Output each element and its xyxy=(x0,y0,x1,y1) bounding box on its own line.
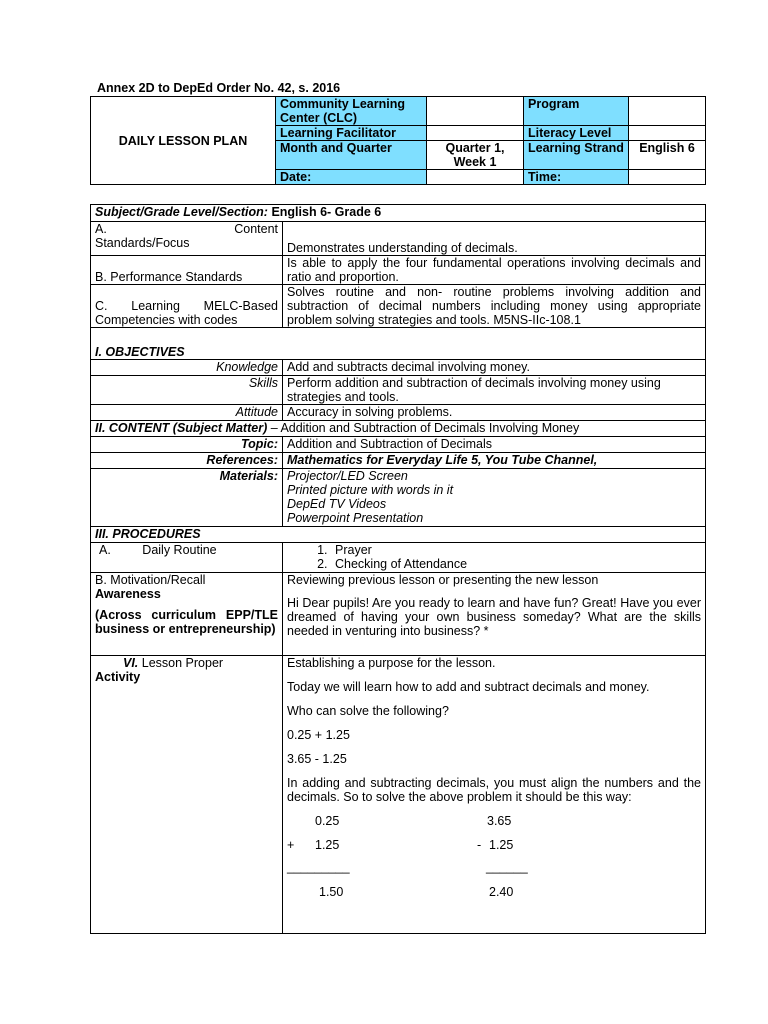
content-value: – Addition and Subtraction of Decimals Involving Money xyxy=(267,421,580,435)
literacy-label: Literacy Level xyxy=(524,126,629,141)
material-item: DepEd TV Videos xyxy=(287,497,387,511)
motivation-value-1: Reviewing previous lesson or presenting the new lesson xyxy=(287,573,599,587)
activity-4: 0.25 + 1.25 xyxy=(287,728,350,742)
subject-row xyxy=(91,205,706,222)
motivation-label-cell xyxy=(91,573,283,656)
activity-6: In adding and subtracting decimals, you must align the numbers and the decimals. So to solve the above problem it should be this way: xyxy=(287,776,701,804)
awareness-label: Awareness xyxy=(95,587,161,601)
perf-std-label: B. Performance Standards xyxy=(91,256,283,285)
math-a-op: + xyxy=(287,838,295,852)
knowledge-value: Add and subtracts decimal involving money. xyxy=(283,360,706,376)
topic-label: Topic: xyxy=(91,437,283,453)
routine-label-a: A. xyxy=(99,543,111,557)
activity-2: Today we will learn how to add and subtract decimals and money. xyxy=(287,680,650,694)
melc-value: Solves routine and non- routine problems involving addition and subtraction of decimal numbers including money using appropriate problem solving strategies and tools. M5NS-IIc-108.1 xyxy=(283,285,706,328)
facilitator-label: Learning Facilitator xyxy=(276,126,427,141)
motivation-label: B. Motivation/Recall xyxy=(95,573,206,587)
routine-list xyxy=(283,543,706,573)
math-b-res: 2.40 xyxy=(489,885,514,899)
lesson-table xyxy=(90,204,706,934)
procedures-heading: III. PROCEDURES xyxy=(91,527,706,543)
across-label: (Across curriculum EPP/TLE business or entrepreneurship) xyxy=(95,608,278,636)
strand-value: English 6 xyxy=(629,141,706,170)
skills-label: Skills xyxy=(91,376,283,405)
month-label: Month and Quarter xyxy=(276,141,427,170)
math-a-line: _________ xyxy=(287,860,350,874)
math-b2: 1.25 xyxy=(489,838,514,852)
program-value xyxy=(629,97,706,126)
program-label: Program xyxy=(524,97,629,126)
time-value xyxy=(629,170,706,185)
content-std-value: Demonstrates understanding of decimals. xyxy=(283,222,706,256)
motivation-value-2: Hi Dear pupils! Are you ready to learn and have fun? Great! Have you ever dreamed of having your own business someday? What are the skills needed in venturing into business? * xyxy=(287,596,701,638)
content-heading: II. CONTENT (Subject Matter) xyxy=(95,421,268,435)
math-example xyxy=(287,814,701,902)
math-a1: 0.25 xyxy=(315,814,340,828)
material-item: Powerpoint Presentation xyxy=(287,511,424,525)
perf-std-value: Is able to apply the four fundamental operations involving decimals and ratio and proportion. xyxy=(283,256,706,285)
month-value: Quarter 1, Week 1 xyxy=(427,141,524,170)
knowledge-label: Knowledge xyxy=(91,360,283,376)
activity-5: 3.65 - 1.25 xyxy=(287,752,347,766)
header-table xyxy=(90,96,706,185)
materials-label: Materials: xyxy=(91,469,283,527)
material-item: Printed picture with words in it xyxy=(287,483,454,497)
materials-list xyxy=(283,469,706,527)
time-label: Time: xyxy=(524,170,629,185)
math-a2: 1.25 xyxy=(315,838,340,852)
clc-value xyxy=(427,97,524,126)
math-a-res: 1.50 xyxy=(319,885,344,899)
date-value xyxy=(427,170,524,185)
topic-value: Addition and Subtraction of Decimals xyxy=(283,437,706,453)
routine-item: 1. Prayer xyxy=(331,543,701,557)
content-std-label-a: A. xyxy=(95,222,107,236)
content-std-label-b: Content xyxy=(234,222,278,236)
math-b-op: - xyxy=(477,838,482,852)
skills-value: Perform addition and subtraction of decimals involving money using strategies and tools. xyxy=(283,376,706,405)
lesson-proper-label: Lesson Proper xyxy=(138,656,224,670)
objectives-heading: I. OBJECTIVES xyxy=(91,328,706,360)
date-label: Date: xyxy=(276,170,427,185)
routine-item: 2. Checking of Attendance xyxy=(331,557,701,571)
melc-label: C. Learning MELC-Based Competencies with codes xyxy=(91,285,283,328)
activity-label: Activity xyxy=(95,670,141,684)
activity-1: Establishing a purpose for the lesson. xyxy=(287,656,496,670)
content-std-label-c: Standards/Focus xyxy=(95,236,190,250)
facilitator-value xyxy=(427,126,524,141)
math-b-line: ______ xyxy=(486,860,528,874)
subject-value: English 6- Grade 6 xyxy=(271,205,382,219)
clc-label: Community Learning Center (CLC) xyxy=(276,97,427,126)
math-b1: 3.65 xyxy=(487,814,512,828)
routine-label-b: Daily Routine xyxy=(142,543,217,557)
attitude-value: Accuracy in solving problems. xyxy=(283,405,706,421)
plan-title: DAILY LESSON PLAN xyxy=(91,97,276,185)
attitude-label: Attitude xyxy=(91,405,283,421)
strand-label: Learning Strand xyxy=(524,141,629,170)
activity-3: Who can solve the following? xyxy=(287,704,449,718)
motivation-value-cell xyxy=(283,573,706,656)
lesson-proper-num: VI. xyxy=(123,656,139,670)
content-row xyxy=(91,421,706,437)
activity-cell xyxy=(283,656,706,934)
content-std-label xyxy=(91,222,283,256)
references-label: References: xyxy=(91,453,283,469)
material-item: Projector/LED Screen xyxy=(287,469,408,483)
annex-title: Annex 2D to DepEd Order No. 42, s. 2016 xyxy=(97,81,341,95)
routine-label xyxy=(91,543,283,573)
literacy-value xyxy=(629,126,706,141)
references-value: Mathematics for Everyday Life 5, You Tube Channel, xyxy=(283,453,706,469)
subject-label: Subject/Grade Level/Section: xyxy=(95,205,268,219)
lesson-proper-label-cell xyxy=(91,656,283,934)
